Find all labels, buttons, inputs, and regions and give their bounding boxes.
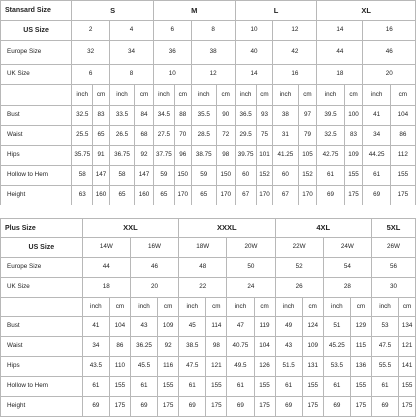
cell: 150 — [216, 166, 235, 186]
unit-inch: inch — [191, 85, 216, 106]
unit-cm: cm — [256, 85, 273, 106]
unit-cm: cm — [254, 298, 275, 317]
cell: 70 — [174, 126, 191, 146]
cell: 170 — [216, 186, 235, 206]
europe-size-value: 42 — [273, 41, 317, 65]
uk-size-value: 12 — [191, 65, 235, 85]
cell: 61 — [130, 377, 157, 397]
unit-cm: cm — [135, 85, 154, 106]
us-size-value: 4 — [109, 21, 153, 41]
cell: 155 — [390, 166, 415, 186]
cell: 175 — [109, 397, 130, 417]
cell: 34.5 — [153, 106, 174, 126]
cell: 110 — [109, 357, 130, 377]
cell: 155 — [344, 166, 363, 186]
cell: 105 — [298, 146, 317, 166]
cell: 47.5 — [371, 337, 398, 357]
cell: 116 — [158, 357, 179, 377]
size-group-row — [1, 1, 416, 21]
cell: 91 — [93, 146, 110, 166]
europe-size-value: 46 — [363, 41, 416, 65]
us-size-value: 26W — [371, 238, 415, 258]
europe-size-value: 54 — [323, 258, 371, 278]
cell: 100 — [344, 106, 363, 126]
size-group-xxl: XXL — [82, 219, 178, 238]
unit-inch: inch — [371, 298, 398, 317]
size-group-row — [1, 219, 416, 238]
cell: 160 — [93, 186, 110, 206]
size-group-xl: XL — [317, 1, 416, 21]
cell: 53 — [371, 317, 398, 337]
section-divider — [0, 205, 416, 218]
standard-size-table — [0, 0, 416, 206]
cell: 121 — [206, 357, 227, 377]
cell: 129 — [350, 317, 371, 337]
cell: 69 — [317, 186, 344, 206]
us-size-row — [1, 21, 416, 41]
cell: 32.5 — [72, 106, 93, 126]
us-size-value: 10 — [235, 21, 273, 41]
europe-size-value: 32 — [72, 41, 110, 65]
cell: 33.5 — [109, 106, 134, 126]
cell: 32.5 — [317, 126, 344, 146]
cell: 42.75 — [317, 146, 344, 166]
cell: 69 — [130, 397, 157, 417]
row-label: Height — [1, 397, 83, 417]
unit-inch: inch — [153, 85, 174, 106]
cell: 96 — [174, 146, 191, 166]
cell: 109 — [302, 337, 323, 357]
cell: 58 — [109, 166, 134, 186]
cell: 141 — [399, 357, 416, 377]
cell: 49 — [275, 317, 302, 337]
cell: 65 — [191, 186, 216, 206]
cell: 119 — [254, 317, 275, 337]
measurement-row — [1, 357, 416, 377]
cell: 155 — [254, 377, 275, 397]
chart-title: Stansard Size — [1, 1, 72, 21]
uk-size-value: 18 — [317, 65, 363, 85]
cell: 69 — [323, 397, 350, 417]
cell: 175 — [254, 397, 275, 417]
cell: 170 — [298, 186, 317, 206]
cell: 175 — [344, 186, 363, 206]
cell: 150 — [174, 166, 191, 186]
unit-blank — [1, 298, 83, 317]
cell: 61 — [179, 377, 206, 397]
cell: 69 — [227, 397, 254, 417]
unit-inch: inch — [235, 85, 256, 106]
cell: 175 — [399, 397, 416, 417]
europe-size-value: 44 — [317, 41, 363, 65]
us-size-label: US Size — [1, 238, 83, 258]
measurement-row — [1, 146, 416, 166]
europe-size-value: 34 — [109, 41, 153, 65]
cell: 28.5 — [191, 126, 216, 146]
measurement-row — [1, 126, 416, 146]
cell: 65 — [109, 186, 134, 206]
cell: 43.5 — [82, 357, 109, 377]
cell: 152 — [256, 166, 273, 186]
row-label: Waist — [1, 126, 72, 146]
uk-size-value: 14 — [235, 65, 273, 85]
measurement-row — [1, 377, 416, 397]
cell: 104 — [390, 106, 415, 126]
size-group-l: L — [235, 1, 317, 21]
measurement-row — [1, 397, 416, 417]
us-size-value: 14W — [82, 238, 130, 258]
us-size-value: 24W — [323, 238, 371, 258]
uk-size-label: UK Size — [1, 65, 72, 85]
uk-size-value: 18 — [82, 278, 130, 298]
unit-inch: inch — [72, 85, 93, 106]
cell: 61 — [82, 377, 109, 397]
europe-size-value: 52 — [275, 258, 323, 278]
cell: 79 — [298, 126, 317, 146]
measurement-row — [1, 106, 416, 126]
cell: 27.5 — [153, 126, 174, 146]
cell: 65 — [153, 186, 174, 206]
europe-size-value: 40 — [235, 41, 273, 65]
measurement-row — [1, 337, 416, 357]
cell: 55.5 — [371, 357, 398, 377]
cell: 126 — [254, 357, 275, 377]
cell: 36.75 — [109, 146, 134, 166]
cell: 170 — [256, 186, 273, 206]
cell: 131 — [302, 357, 323, 377]
unit-inch: inch — [227, 298, 254, 317]
cell: 67 — [273, 186, 298, 206]
size-group-4xl: 4XL — [275, 219, 371, 238]
cell: 61 — [371, 377, 398, 397]
cell: 60 — [235, 166, 256, 186]
us-size-value: 16W — [130, 238, 178, 258]
cell: 45.5 — [130, 357, 157, 377]
cell: 104 — [109, 317, 130, 337]
unit-cm: cm — [302, 298, 323, 317]
row-label: Waist — [1, 337, 83, 357]
unit-cm: cm — [109, 298, 130, 317]
unit-inch: inch — [317, 85, 344, 106]
cell: 47.5 — [179, 357, 206, 377]
cell: 34 — [363, 126, 390, 146]
us-size-value: 2 — [72, 21, 110, 41]
europe-size-row — [1, 41, 416, 65]
unit-inch: inch — [179, 298, 206, 317]
cell: 53.5 — [323, 357, 350, 377]
europe-size-value: 36 — [153, 41, 191, 65]
europe-size-label: Europe Size — [1, 258, 83, 278]
cell: 61 — [323, 377, 350, 397]
chart-title: Plus Size — [1, 219, 83, 238]
cell: 31 — [273, 126, 298, 146]
cell: 155 — [302, 377, 323, 397]
cell: 61 — [317, 166, 344, 186]
unit-cm: cm — [206, 298, 227, 317]
europe-size-value: 56 — [371, 258, 415, 278]
cell: 136 — [350, 357, 371, 377]
cell: 112 — [390, 146, 415, 166]
unit-cm: cm — [350, 298, 371, 317]
unit-inch: inch — [275, 298, 302, 317]
size-group-s: S — [72, 1, 154, 21]
unit-cm: cm — [174, 85, 191, 106]
cell: 109 — [158, 317, 179, 337]
cell: 41 — [363, 106, 390, 126]
cell: 109 — [344, 146, 363, 166]
unit-inch: inch — [82, 298, 109, 317]
cell: 36.25 — [130, 337, 157, 357]
unit-cm: cm — [390, 85, 415, 106]
cell: 59 — [191, 166, 216, 186]
unit-cm: cm — [399, 298, 416, 317]
row-label: Hips — [1, 357, 83, 377]
unit-cm: cm — [298, 85, 317, 106]
cell: 47 — [227, 317, 254, 337]
cell: 69 — [179, 397, 206, 417]
uk-size-value: 24 — [227, 278, 275, 298]
measurement-row — [1, 317, 416, 337]
row-label: Hollow to Hem — [1, 166, 72, 186]
cell: 83 — [344, 126, 363, 146]
cell: 147 — [135, 166, 154, 186]
cell: 101 — [256, 146, 273, 166]
unit-cm: cm — [93, 85, 110, 106]
cell: 83 — [93, 106, 110, 126]
cell: 114 — [206, 317, 227, 337]
cell: 98 — [216, 146, 235, 166]
europe-size-value: 48 — [179, 258, 227, 278]
cell: 97 — [298, 106, 317, 126]
uk-size-value: 30 — [371, 278, 415, 298]
unit-row — [1, 85, 416, 106]
unit-blank — [1, 85, 72, 106]
cell: 170 — [174, 186, 191, 206]
cell: 134 — [399, 317, 416, 337]
uk-size-value: 26 — [275, 278, 323, 298]
unit-cm: cm — [344, 85, 363, 106]
cell: 44.25 — [363, 146, 390, 166]
unit-inch: inch — [130, 298, 157, 317]
uk-size-value: 28 — [323, 278, 371, 298]
cell: 88 — [174, 106, 191, 126]
cell: 147 — [93, 166, 110, 186]
cell: 98 — [206, 337, 227, 357]
cell: 92 — [135, 146, 154, 166]
cell: 65 — [93, 126, 110, 146]
cell: 86 — [109, 337, 130, 357]
cell: 92 — [158, 337, 179, 357]
plus-size-table — [0, 218, 416, 417]
us-size-value: 6 — [153, 21, 191, 41]
cell: 43 — [130, 317, 157, 337]
cell: 175 — [390, 186, 415, 206]
cell: 38.75 — [191, 146, 216, 166]
size-group-5xl: 5XL — [371, 219, 415, 238]
cell: 175 — [302, 397, 323, 417]
cell: 61 — [363, 166, 390, 186]
uk-size-value: 6 — [72, 65, 110, 85]
uk-size-row — [1, 278, 416, 298]
uk-size-value: 20 — [130, 278, 178, 298]
unit-row — [1, 298, 416, 317]
measurement-row — [1, 186, 416, 206]
cell: 160 — [135, 186, 154, 206]
unit-cm: cm — [158, 298, 179, 317]
europe-size-value: 50 — [227, 258, 275, 278]
cell: 26.5 — [109, 126, 134, 146]
cell: 34 — [82, 337, 109, 357]
cell: 39.5 — [317, 106, 344, 126]
cell: 41.25 — [273, 146, 298, 166]
cell: 38.5 — [179, 337, 206, 357]
standard-size-chart — [0, 0, 416, 205]
cell: 115 — [350, 337, 371, 357]
cell: 25.5 — [72, 126, 93, 146]
europe-size-value: 46 — [130, 258, 178, 278]
row-label: Bust — [1, 317, 83, 337]
cell: 35.75 — [72, 146, 93, 166]
unit-inch: inch — [323, 298, 350, 317]
uk-size-value: 22 — [179, 278, 227, 298]
measurement-row — [1, 166, 416, 186]
cell: 38 — [273, 106, 298, 126]
cell: 49.5 — [227, 357, 254, 377]
us-size-row — [1, 238, 416, 258]
cell: 40.75 — [227, 337, 254, 357]
cell: 155 — [109, 377, 130, 397]
unit-inch: inch — [363, 85, 390, 106]
cell: 37.75 — [153, 146, 174, 166]
cell: 61 — [227, 377, 254, 397]
cell: 155 — [350, 377, 371, 397]
cell: 155 — [399, 377, 416, 397]
row-label: Height — [1, 186, 72, 206]
cell: 45 — [179, 317, 206, 337]
cell: 45.25 — [323, 337, 350, 357]
cell: 35.5 — [191, 106, 216, 126]
cell: 63 — [72, 186, 93, 206]
cell: 60 — [273, 166, 298, 186]
cell: 29.5 — [235, 126, 256, 146]
plus-size-chart — [0, 218, 416, 416]
cell: 58 — [72, 166, 93, 186]
us-size-value: 22W — [275, 238, 323, 258]
row-label: Hollow to Hem — [1, 377, 83, 397]
europe-size-label: Europe Size — [1, 41, 72, 65]
cell: 155 — [206, 377, 227, 397]
europe-size-row — [1, 258, 416, 278]
us-size-value: 20W — [227, 238, 275, 258]
cell: 90 — [216, 106, 235, 126]
cell: 41 — [82, 317, 109, 337]
us-size-value: 12 — [273, 21, 317, 41]
cell: 121 — [399, 337, 416, 357]
cell: 51.5 — [275, 357, 302, 377]
cell: 51 — [323, 317, 350, 337]
unit-cm: cm — [216, 85, 235, 106]
row-label: Bust — [1, 106, 72, 126]
cell: 75 — [256, 126, 273, 146]
cell: 152 — [298, 166, 317, 186]
uk-size-row — [1, 65, 416, 85]
cell: 61 — [275, 377, 302, 397]
us-size-value: 16 — [363, 21, 416, 41]
size-group-xxxl: XXXL — [179, 219, 275, 238]
cell: 68 — [135, 126, 154, 146]
us-size-value: 14 — [317, 21, 363, 41]
cell: 124 — [302, 317, 323, 337]
us-size-value: 18W — [179, 238, 227, 258]
cell: 69 — [82, 397, 109, 417]
cell: 43 — [275, 337, 302, 357]
uk-size-value: 20 — [363, 65, 416, 85]
uk-size-value: 10 — [153, 65, 191, 85]
cell: 104 — [254, 337, 275, 357]
row-label: Hips — [1, 146, 72, 166]
uk-size-value: 8 — [109, 65, 153, 85]
cell: 86 — [390, 126, 415, 146]
uk-size-label: UK Size — [1, 278, 83, 298]
europe-size-value: 38 — [191, 41, 235, 65]
cell: 93 — [256, 106, 273, 126]
cell: 72 — [216, 126, 235, 146]
cell: 84 — [135, 106, 154, 126]
cell: 175 — [350, 397, 371, 417]
cell: 155 — [158, 377, 179, 397]
cell: 59 — [153, 166, 174, 186]
uk-size-value: 16 — [273, 65, 317, 85]
cell: 69 — [363, 186, 390, 206]
unit-inch: inch — [109, 85, 134, 106]
cell: 69 — [275, 397, 302, 417]
cell: 175 — [206, 397, 227, 417]
cell: 69 — [371, 397, 398, 417]
cell: 175 — [158, 397, 179, 417]
us-size-value: 8 — [191, 21, 235, 41]
unit-inch: inch — [273, 85, 298, 106]
cell: 36.5 — [235, 106, 256, 126]
europe-size-value: 44 — [82, 258, 130, 278]
us-size-label: US Size — [1, 21, 72, 41]
cell: 67 — [235, 186, 256, 206]
cell: 39.75 — [235, 146, 256, 166]
size-group-m: M — [153, 1, 235, 21]
